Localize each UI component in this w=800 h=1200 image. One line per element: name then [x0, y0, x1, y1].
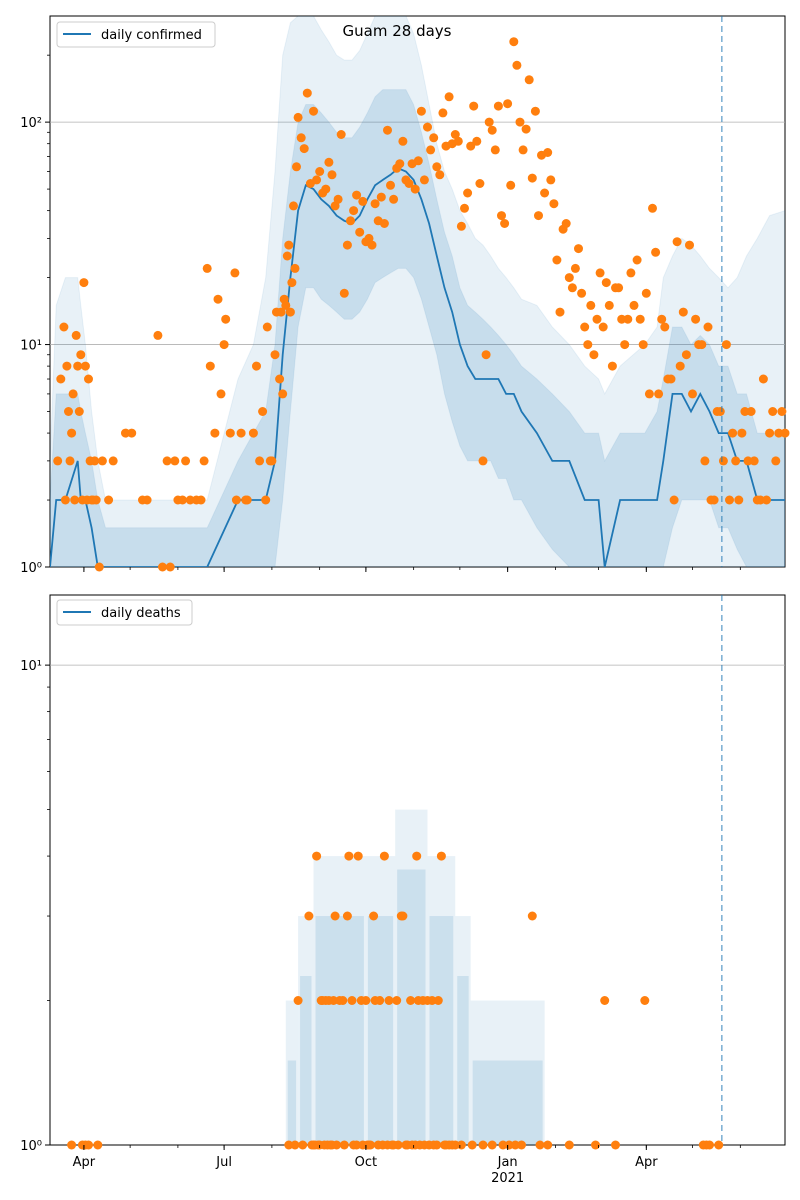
- band-step-inner: [473, 1060, 543, 1145]
- data-point: [562, 219, 571, 228]
- data-point: [528, 912, 537, 921]
- data-point: [522, 125, 531, 134]
- confirmed-legend: [57, 22, 215, 47]
- data-point: [90, 456, 99, 465]
- data-point: [210, 429, 219, 438]
- data-point: [398, 137, 407, 146]
- data-point: [457, 222, 466, 231]
- data-point: [540, 189, 549, 198]
- data-point: [258, 407, 267, 416]
- data-point: [734, 496, 743, 505]
- data-point: [298, 1141, 307, 1150]
- data-point: [221, 315, 230, 324]
- data-point: [230, 268, 239, 277]
- y-tick-label: 10¹: [20, 659, 42, 675]
- data-point: [297, 133, 306, 142]
- data-point: [593, 315, 602, 324]
- x-tick-label: Oct: [354, 1155, 378, 1170]
- data-point: [70, 496, 79, 505]
- data-point: [517, 1141, 526, 1150]
- data-point: [762, 496, 771, 505]
- data-point: [200, 456, 209, 465]
- data-point: [435, 170, 444, 179]
- data-point: [220, 340, 229, 349]
- band-step-inner: [315, 916, 363, 1145]
- y-tick-label: 10⁰: [20, 1139, 42, 1154]
- data-point: [568, 283, 577, 292]
- data-point: [143, 496, 152, 505]
- confirmed-legend-label: daily confirmed: [101, 28, 202, 43]
- data-point: [392, 996, 401, 1005]
- data-point: [710, 496, 719, 505]
- data-point: [383, 126, 392, 135]
- data-point: [654, 389, 663, 398]
- y-tick-label: 10⁰: [20, 561, 42, 576]
- deaths-y-axis: [20, 659, 50, 1154]
- data-point: [750, 456, 759, 465]
- data-point: [252, 362, 261, 371]
- data-point: [163, 456, 172, 465]
- data-point: [697, 340, 706, 349]
- data-point: [371, 199, 380, 208]
- data-point: [552, 256, 561, 265]
- data-point: [312, 175, 321, 184]
- data-point: [406, 996, 415, 1005]
- data-point: [73, 362, 82, 371]
- data-point: [580, 323, 589, 332]
- band-step-inner: [457, 976, 468, 1145]
- data-point: [528, 174, 537, 183]
- data-point: [395, 159, 404, 168]
- data-point: [340, 1141, 349, 1150]
- data-point: [479, 456, 488, 465]
- band-step-inner: [288, 1060, 296, 1145]
- data-point: [531, 107, 540, 116]
- data-point: [469, 102, 478, 111]
- data-point: [549, 199, 558, 208]
- data-point: [346, 216, 355, 225]
- chart-title: Guam 28 days: [342, 22, 452, 40]
- data-point: [670, 496, 679, 505]
- data-point: [292, 162, 301, 171]
- data-point: [642, 289, 651, 298]
- data-point: [657, 315, 666, 324]
- y-tick-label: 10²: [20, 116, 42, 132]
- data-point: [337, 130, 346, 139]
- data-point: [104, 496, 113, 505]
- data-point: [217, 389, 226, 398]
- data-point: [328, 170, 337, 179]
- data-point: [324, 158, 333, 167]
- data-point: [673, 237, 682, 246]
- data-point: [243, 496, 252, 505]
- x-tick-label: Apr: [72, 1155, 96, 1170]
- data-point: [271, 350, 280, 359]
- data-point: [53, 456, 62, 465]
- data-point: [759, 375, 768, 384]
- data-point: [457, 1141, 466, 1150]
- data-point: [59, 323, 68, 332]
- data-point: [332, 1141, 341, 1150]
- data-point: [543, 148, 552, 157]
- data-point: [491, 145, 500, 154]
- data-point: [432, 1141, 441, 1150]
- data-point: [386, 181, 395, 190]
- data-point: [556, 308, 565, 317]
- data-point: [331, 912, 340, 921]
- data-point: [81, 362, 90, 371]
- confirmed-x-axis: [84, 567, 740, 572]
- data-point: [93, 1141, 102, 1150]
- data-point: [639, 340, 648, 349]
- data-point: [704, 323, 713, 332]
- data-point: [777, 407, 786, 416]
- confirmed-y-axis: [20, 55, 50, 576]
- data-point: [648, 204, 657, 213]
- data-point: [304, 912, 313, 921]
- data-point: [454, 137, 463, 146]
- data-point: [679, 308, 688, 317]
- data-point: [98, 456, 107, 465]
- data-point: [429, 133, 438, 142]
- data-point: [203, 264, 212, 273]
- data-point: [263, 323, 272, 332]
- data-point: [226, 429, 235, 438]
- data-point: [630, 301, 639, 310]
- data-point: [651, 248, 660, 257]
- data-point: [79, 278, 88, 287]
- data-point: [303, 89, 312, 98]
- data-point: [716, 407, 725, 416]
- data-point: [166, 563, 175, 572]
- data-point: [589, 350, 598, 359]
- data-point: [768, 407, 777, 416]
- data-point: [287, 278, 296, 287]
- data-point: [291, 1141, 300, 1150]
- data-point: [714, 1141, 723, 1150]
- data-point: [503, 99, 512, 108]
- data-point: [700, 456, 709, 465]
- data-point: [338, 996, 347, 1005]
- data-point: [237, 429, 246, 438]
- data-point: [377, 193, 386, 202]
- data-point: [64, 407, 73, 416]
- data-point: [722, 340, 731, 349]
- data-point: [66, 456, 75, 465]
- x-tick-label: Jul: [216, 1155, 232, 1170]
- data-point: [731, 456, 740, 465]
- data-point: [291, 264, 300, 273]
- data-point: [349, 206, 358, 215]
- data-point: [170, 456, 179, 465]
- data-point: [640, 996, 649, 1005]
- data-point: [178, 496, 187, 505]
- data-point: [747, 407, 756, 416]
- data-point: [434, 996, 443, 1005]
- data-point: [67, 429, 76, 438]
- data-point: [605, 301, 614, 310]
- data-point: [574, 244, 583, 253]
- data-point: [366, 1141, 375, 1150]
- data-point: [543, 1141, 552, 1150]
- data-point: [577, 289, 586, 298]
- data-point: [608, 362, 617, 371]
- deaths-legend-label: daily deaths: [101, 606, 181, 621]
- band-step-inner: [397, 870, 425, 1145]
- data-point: [437, 852, 446, 861]
- data-point: [688, 389, 697, 398]
- data-point: [546, 175, 555, 184]
- data-point: [600, 996, 609, 1005]
- deaths-panel: [20, 595, 785, 1186]
- data-point: [369, 912, 378, 921]
- data-point: [432, 162, 441, 171]
- band-step-inner: [368, 916, 393, 1145]
- data-point: [344, 852, 353, 861]
- data-point: [509, 37, 518, 46]
- data-point: [479, 1141, 488, 1150]
- data-point: [343, 241, 352, 250]
- data-point: [633, 256, 642, 265]
- data-point: [534, 211, 543, 220]
- data-point: [358, 197, 367, 206]
- data-point: [411, 185, 420, 194]
- data-point: [626, 268, 635, 277]
- data-point: [565, 273, 574, 282]
- data-point: [348, 996, 357, 1005]
- data-point: [472, 137, 481, 146]
- data-point: [565, 1141, 574, 1150]
- data-point: [682, 350, 691, 359]
- data-point: [516, 118, 525, 127]
- data-point: [56, 375, 65, 384]
- data-point: [423, 123, 432, 132]
- data-point: [645, 389, 654, 398]
- data-point: [181, 456, 190, 465]
- data-point: [500, 219, 509, 228]
- data-point: [667, 375, 676, 384]
- data-point: [286, 308, 295, 317]
- data-point: [485, 118, 494, 127]
- data-point: [294, 113, 303, 122]
- data-point: [676, 362, 685, 371]
- data-point: [92, 496, 101, 505]
- data-point: [283, 252, 292, 261]
- data-point: [284, 241, 293, 250]
- data-point: [127, 429, 136, 438]
- data-point: [255, 456, 264, 465]
- data-point: [385, 996, 394, 1005]
- data-point: [394, 1141, 403, 1150]
- data-point: [197, 496, 206, 505]
- data-point: [375, 996, 384, 1005]
- data-point: [660, 323, 669, 332]
- data-point: [771, 456, 780, 465]
- x-tick-label: Apr: [635, 1155, 658, 1170]
- data-point: [61, 496, 70, 505]
- data-point: [84, 375, 93, 384]
- data-point: [249, 429, 258, 438]
- x-tick-label: Jan: [497, 1155, 518, 1170]
- data-point: [685, 241, 694, 250]
- data-point: [426, 145, 435, 154]
- data-point: [380, 219, 389, 228]
- data-point: [355, 228, 364, 237]
- data-point: [84, 1141, 93, 1150]
- data-point: [398, 912, 407, 921]
- data-point: [275, 375, 284, 384]
- data-point: [497, 211, 506, 220]
- y-tick-label: 10¹: [20, 338, 42, 354]
- data-point: [506, 181, 515, 190]
- data-point: [278, 389, 287, 398]
- data-point: [95, 563, 104, 572]
- data-point: [300, 144, 309, 153]
- data-point: [623, 315, 632, 324]
- data-point: [536, 1141, 545, 1150]
- data-point: [420, 175, 429, 184]
- data-point: [494, 102, 503, 111]
- data-point: [315, 167, 324, 176]
- data-point: [468, 1141, 477, 1150]
- data-point: [321, 185, 330, 194]
- data-point: [380, 852, 389, 861]
- data-point: [611, 1141, 620, 1150]
- data-point: [158, 563, 167, 572]
- data-point: [602, 278, 611, 287]
- deaths-x-axis: [73, 1145, 741, 1186]
- data-point: [67, 1141, 76, 1150]
- data-point: [62, 362, 71, 371]
- data-point: [636, 315, 645, 324]
- data-point: [737, 429, 746, 438]
- data-point: [361, 996, 370, 1005]
- data-point: [571, 264, 580, 273]
- data-point: [76, 350, 85, 359]
- data-point: [206, 362, 215, 371]
- data-point: [153, 331, 162, 340]
- data-point: [599, 323, 608, 332]
- data-point: [417, 107, 426, 116]
- data-point: [72, 331, 81, 340]
- data-point: [519, 145, 528, 154]
- data-point: [725, 496, 734, 505]
- data-point: [343, 912, 352, 921]
- data-point: [294, 996, 303, 1005]
- data-point: [69, 389, 78, 398]
- confirmed-uncertainty-band: [50, 16, 785, 567]
- data-point: [389, 195, 398, 204]
- data-point: [705, 1141, 714, 1150]
- data-point: [261, 496, 270, 505]
- data-point: [354, 852, 363, 861]
- data-point: [488, 1141, 497, 1150]
- data-point: [525, 75, 534, 84]
- data-point: [214, 295, 223, 304]
- data-point: [267, 456, 276, 465]
- data-point: [583, 340, 592, 349]
- data-point: [728, 429, 737, 438]
- data-point: [596, 268, 605, 277]
- data-point: [719, 456, 728, 465]
- confirmed-panel: [20, 16, 789, 576]
- data-point: [445, 92, 454, 101]
- data-point: [414, 156, 423, 165]
- data-point: [289, 201, 298, 210]
- data-point: [475, 179, 484, 188]
- data-point: [368, 241, 377, 250]
- band-step-inner: [430, 916, 454, 1145]
- data-point: [765, 429, 774, 438]
- data-point: [781, 429, 790, 438]
- deaths-legend: [57, 600, 192, 625]
- data-point: [312, 852, 321, 861]
- data-point: [586, 301, 595, 310]
- data-point: [691, 315, 700, 324]
- data-point: [438, 108, 447, 117]
- data-point: [75, 407, 84, 416]
- data-point: [340, 289, 349, 298]
- data-point: [482, 350, 491, 359]
- data-point: [512, 61, 521, 70]
- data-point: [620, 340, 629, 349]
- data-point: [614, 283, 623, 292]
- data-point: [109, 456, 118, 465]
- data-point: [334, 195, 343, 204]
- data-point: [488, 126, 497, 135]
- data-point: [309, 107, 318, 116]
- data-point: [232, 496, 241, 505]
- data-point: [460, 204, 469, 213]
- x-year-label: 2021: [491, 1171, 525, 1186]
- data-point: [463, 189, 472, 198]
- data-point: [412, 852, 421, 861]
